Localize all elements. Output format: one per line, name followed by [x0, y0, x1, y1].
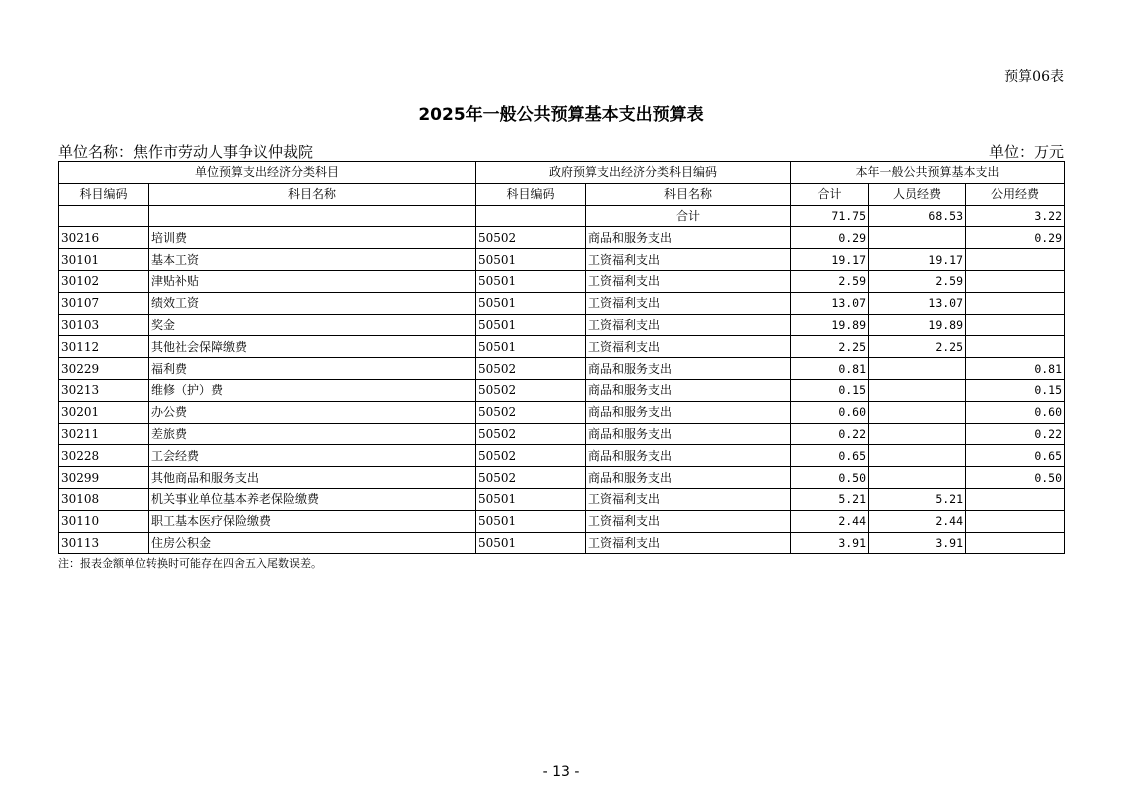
row-gov-code: 50502: [476, 467, 586, 489]
row-gov-name: 工资福利支出: [586, 532, 791, 554]
row-code: 30102: [59, 270, 149, 292]
row-gov-code: 50502: [476, 227, 586, 249]
row-code: 30201: [59, 401, 149, 423]
row-gov-name: 工资福利支出: [586, 314, 791, 336]
table-row: [59, 292, 1065, 314]
page-title: 2025年一般公共预算基本支出预算表: [418, 105, 704, 125]
row-gov-name: 工资福利支出: [586, 488, 791, 510]
row-personnel: [869, 227, 966, 249]
row-personnel: 19.17: [869, 249, 966, 271]
total-row: [59, 205, 1065, 227]
row-public: 0.50: [966, 467, 1065, 489]
table-row: [59, 314, 1065, 336]
row-name: 津贴补贴: [149, 270, 476, 292]
row-name: 基本工资: [149, 249, 476, 271]
row-personnel: [869, 358, 966, 380]
row-public: 0.22: [966, 423, 1065, 445]
header-total: 合计: [791, 183, 869, 205]
row-gov-code: 50501: [476, 532, 586, 554]
row-gov-name: 工资福利支出: [586, 292, 791, 314]
header-group-row: [59, 162, 1065, 184]
row-name: 住房公积金: [149, 532, 476, 554]
row-name: 办公费: [149, 401, 476, 423]
row-personnel: 2.59: [869, 270, 966, 292]
row-name: 差旅费: [149, 423, 476, 445]
table-row: [59, 270, 1065, 292]
row-personnel: 5.21: [869, 488, 966, 510]
row-code: 30110: [59, 510, 149, 532]
row-code: 30299: [59, 467, 149, 489]
row-public: 0.15: [966, 379, 1065, 401]
table-row: [59, 510, 1065, 532]
row-total: 0.22: [791, 423, 869, 445]
page-number: - 13 -: [542, 764, 580, 780]
row-gov-code: 50502: [476, 401, 586, 423]
row-public: [966, 270, 1065, 292]
total-public: 3.22: [966, 205, 1065, 227]
row-gov-name: 商品和服务支出: [586, 445, 791, 467]
header-basic-expenditure: 本年一般公共预算基本支出: [791, 162, 1065, 184]
row-code: 30113: [59, 532, 149, 554]
row-personnel: [869, 401, 966, 423]
table-row: [59, 423, 1065, 445]
row-total: 2.44: [791, 510, 869, 532]
header-gov-code: 科目编码: [476, 183, 586, 205]
table-row: [59, 227, 1065, 249]
total-gov-code-cell: [476, 205, 586, 227]
row-code: 30101: [59, 249, 149, 271]
row-public: [966, 249, 1065, 271]
row-gov-code: 50501: [476, 314, 586, 336]
row-personnel: 3.91: [869, 532, 966, 554]
header-column-row: [59, 183, 1065, 205]
row-personnel: 13.07: [869, 292, 966, 314]
footnote: 注：报表金额单位转换时可能存在四舍五入尾数误差。: [58, 557, 322, 570]
table-row: [59, 336, 1065, 358]
table-row: [59, 532, 1065, 554]
row-code: 30229: [59, 358, 149, 380]
row-total: 0.65: [791, 445, 869, 467]
table-row: [59, 358, 1065, 380]
row-code: 30108: [59, 488, 149, 510]
total-code-cell: [59, 205, 149, 227]
row-total: 0.81: [791, 358, 869, 380]
header-gov-name: 科目名称: [586, 183, 791, 205]
row-total: 0.29: [791, 227, 869, 249]
total-personnel: 68.53: [869, 205, 966, 227]
row-code: 30216: [59, 227, 149, 249]
row-gov-name: 工资福利支出: [586, 249, 791, 271]
row-gov-name: 商品和服务支出: [586, 358, 791, 380]
row-total: 3.91: [791, 532, 869, 554]
row-gov-name: 商品和服务支出: [586, 401, 791, 423]
row-gov-code: 50502: [476, 379, 586, 401]
row-total: 19.89: [791, 314, 869, 336]
header-name: 科目名称: [149, 183, 476, 205]
row-total: 0.15: [791, 379, 869, 401]
unit-name: 单位名称：焦作市劳动人事争议仲裁院: [58, 143, 314, 161]
row-total: 2.25: [791, 336, 869, 358]
table-row: [59, 488, 1065, 510]
unit-label: 单位：万元: [988, 143, 1064, 161]
row-public: 0.81: [966, 358, 1065, 380]
row-public: 0.29: [966, 227, 1065, 249]
row-gov-name: 商品和服务支出: [586, 379, 791, 401]
row-gov-code: 50501: [476, 270, 586, 292]
row-gov-code: 50501: [476, 336, 586, 358]
row-total: 0.60: [791, 401, 869, 423]
row-name: 福利费: [149, 358, 476, 380]
table-row: [59, 379, 1065, 401]
row-name: 维修（护）费: [149, 379, 476, 401]
row-personnel: 2.25: [869, 336, 966, 358]
row-personnel: [869, 423, 966, 445]
row-gov-code: 50502: [476, 423, 586, 445]
row-personnel: [869, 467, 966, 489]
row-public: 0.60: [966, 401, 1065, 423]
table-row: [59, 445, 1065, 467]
row-name: 机关事业单位基本养老保险缴费: [149, 488, 476, 510]
row-public: [966, 532, 1065, 554]
row-gov-name: 工资福利支出: [586, 510, 791, 532]
header-code: 科目编码: [59, 183, 149, 205]
row-public: [966, 510, 1065, 532]
row-gov-name: 工资福利支出: [586, 270, 791, 292]
row-total: 2.59: [791, 270, 869, 292]
row-gov-code: 50501: [476, 249, 586, 271]
row-code: 30112: [59, 336, 149, 358]
row-total: 19.17: [791, 249, 869, 271]
row-gov-code: 50501: [476, 510, 586, 532]
row-gov-code: 50502: [476, 445, 586, 467]
row-name: 绩效工资: [149, 292, 476, 314]
row-name: 奖金: [149, 314, 476, 336]
total-label: 合计: [586, 205, 791, 227]
row-gov-name: 工资福利支出: [586, 336, 791, 358]
row-public: [966, 314, 1065, 336]
row-gov-code: 50501: [476, 488, 586, 510]
row-total: 5.21: [791, 488, 869, 510]
row-name: 其他社会保障缴费: [149, 336, 476, 358]
table-row: [59, 401, 1065, 423]
row-personnel: [869, 379, 966, 401]
total-name-cell: [149, 205, 476, 227]
table-row: [59, 249, 1065, 271]
row-code: 30213: [59, 379, 149, 401]
row-public: [966, 292, 1065, 314]
row-name: 职工基本医疗保险缴费: [149, 510, 476, 532]
table-row: [59, 467, 1065, 489]
row-total: 0.50: [791, 467, 869, 489]
row-gov-code: 50502: [476, 358, 586, 380]
row-public: 0.65: [966, 445, 1065, 467]
row-gov-name: 商品和服务支出: [586, 467, 791, 489]
form-code: 预算06表: [1004, 69, 1064, 85]
budget-table: [58, 161, 1065, 554]
row-gov-code: 50501: [476, 292, 586, 314]
row-code: 30103: [59, 314, 149, 336]
row-personnel: 2.44: [869, 510, 966, 532]
row-public: [966, 488, 1065, 510]
row-name: 其他商品和服务支出: [149, 467, 476, 489]
row-code: 30228: [59, 445, 149, 467]
unit-row: [58, 141, 1064, 161]
header-unit-classification: 单位预算支出经济分类科目: [59, 162, 476, 184]
header-personnel: 人员经费: [869, 183, 966, 205]
row-code: 30107: [59, 292, 149, 314]
row-personnel: 19.89: [869, 314, 966, 336]
row-gov-name: 商品和服务支出: [586, 227, 791, 249]
header-gov-classification: 政府预算支出经济分类科目编码: [476, 162, 791, 184]
total-amount: 71.75: [791, 205, 869, 227]
row-gov-name: 商品和服务支出: [586, 423, 791, 445]
row-personnel: [869, 445, 966, 467]
row-code: 30211: [59, 423, 149, 445]
row-total: 13.07: [791, 292, 869, 314]
row-public: [966, 336, 1065, 358]
row-name: 培训费: [149, 227, 476, 249]
header-public: 公用经费: [966, 183, 1065, 205]
row-name: 工会经费: [149, 445, 476, 467]
